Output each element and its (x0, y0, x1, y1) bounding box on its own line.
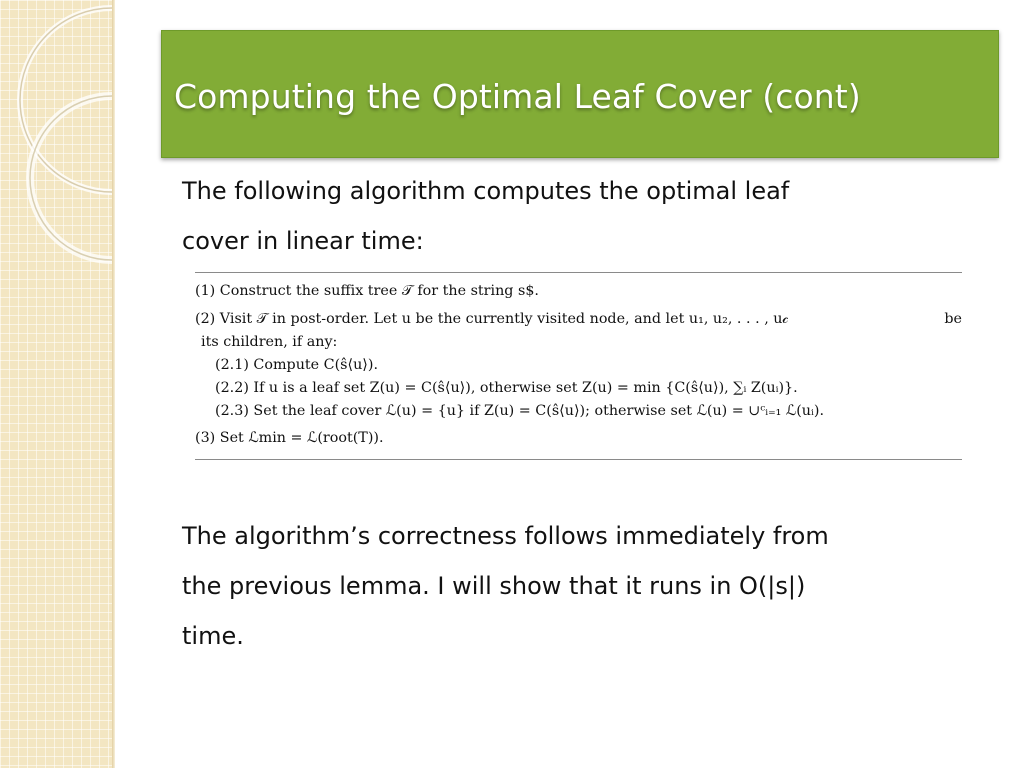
algorithm-step-2-3: (2.3) Set the leaf cover ℒ(u) = {u} if Z(u) = C(ŝ⟨u⟩); otherwise set ℒ(u) = ∪ᶜᵢ₌₁ ℒ(uᵢ). (215, 403, 824, 419)
decorative-circles-graphic (0, 0, 112, 768)
algorithm-step-2 (195, 311, 962, 327)
slide-title: Computing the Optimal Leaf Cover (cont) (174, 77, 861, 116)
intro-line-2: cover in linear time: (182, 227, 424, 255)
algorithm-step-2-continuation: its children, if any: (201, 334, 338, 350)
algorithm-step-1: (1) Construct the suffix tree 𝒯 for the string s$. (195, 283, 539, 299)
outro-line-2: the previous lemma. I will show that it runs in O(|s|) (182, 572, 806, 600)
algorithm-step-2-2: (2.2) If u is a leaf set Z(u) = C(ŝ⟨u⟩), otherwise set Z(u) = min {C(ŝ⟨u⟩), ∑ᵢ Z(uᵢ)}. (215, 380, 798, 396)
title-bar (161, 30, 999, 158)
algorithm-step-2-main: (2) Visit 𝒯 in post-order. Let u be the currently visited node, and let u₁, u₂, . . . , u𝒸 (195, 311, 789, 327)
intro-line-1: The following algorithm computes the optimal leaf (182, 177, 790, 205)
algorithm-step-3: (3) Set ℒmin = ℒ(root(T)). (195, 430, 384, 446)
outro-line-1: The algorithm’s correctness follows immediately from (182, 522, 829, 550)
algorithm-box (195, 272, 962, 460)
side-strip-edge (112, 0, 115, 768)
algorithm-step-2-1: (2.1) Compute C(ŝ⟨u⟩). (215, 357, 378, 373)
outro-paragraph (182, 511, 962, 661)
outro-line-3: time. (182, 622, 244, 650)
algorithm-step-2-tail: be (944, 311, 962, 327)
decorative-side-strip (0, 0, 112, 768)
intro-paragraph (182, 166, 902, 266)
